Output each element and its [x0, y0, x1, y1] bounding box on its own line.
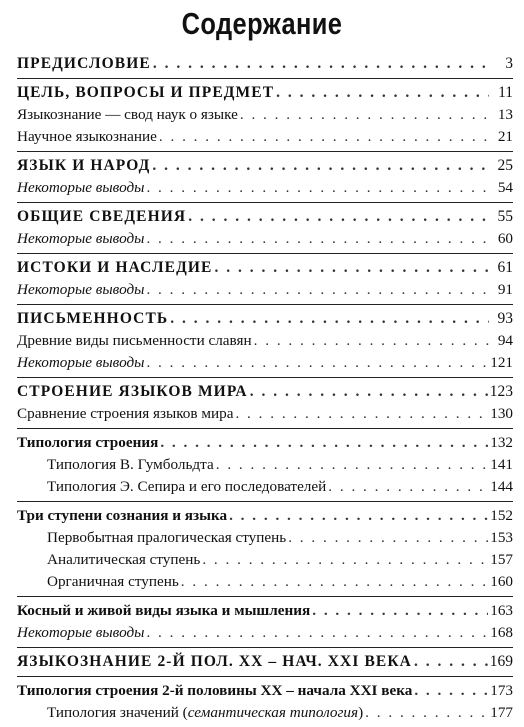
dot-leader [146, 177, 489, 199]
toc-entry[interactable] [17, 651, 513, 673]
toc-entry-title: ЦЕЛЬ, ВОПРОСЫ И ПРЕДМЕТ [17, 84, 275, 101]
toc-entry[interactable] [17, 104, 513, 126]
page-number: 94 [497, 332, 513, 349]
page-number: 93 [497, 310, 513, 327]
dot-leader [188, 206, 489, 228]
toc-entry-title: Некоторые выводы [17, 179, 145, 196]
toc-section [17, 648, 513, 677]
toc-entry[interactable] [17, 82, 513, 104]
dot-leader [414, 680, 488, 702]
toc-section [17, 597, 513, 648]
toc-entry-title: Типология Э. Сепира и его последователей [47, 478, 327, 495]
dot-leader [153, 53, 489, 75]
dot-leader [146, 352, 488, 374]
toc-entry[interactable] [17, 505, 513, 527]
toc-entry-title: Языкознание — свод наук о языке [17, 106, 238, 123]
toc-entry[interactable] [17, 571, 513, 593]
toc-entry[interactable] [17, 330, 513, 352]
toc-section [17, 203, 513, 254]
page-number: 160 [490, 573, 513, 590]
page-number: 121 [490, 354, 513, 371]
page-number: 141 [490, 456, 513, 473]
table-of-contents [17, 50, 513, 727]
toc-entry-title: Органичная ступень [47, 573, 179, 590]
page-number: 21 [497, 128, 513, 145]
toc-entry-title: ЯЗЫКОЗНАНИЕ 2-Й ПОЛ. ХХ – НАЧ. XXI ВЕКА [17, 653, 412, 670]
dot-leader [254, 330, 489, 352]
toc-section [17, 502, 513, 597]
toc-section [17, 152, 513, 203]
toc-entry-title: Некоторые выводы [17, 354, 145, 371]
page-title: Содержание [181, 6, 343, 41]
page-number: 157 [490, 551, 513, 568]
toc-entry-title: Типология строения [17, 434, 159, 451]
page-number: 173 [490, 682, 513, 699]
dot-leader [202, 549, 488, 571]
page-number: 144 [490, 478, 513, 495]
page-number: 54 [497, 179, 513, 196]
toc-entry[interactable] [17, 155, 513, 177]
page-number: 123 [489, 383, 513, 400]
dot-leader [235, 403, 488, 425]
dot-leader [216, 454, 489, 476]
toc-entry[interactable] [17, 432, 513, 454]
dot-leader [159, 126, 489, 148]
dot-leader [160, 432, 488, 454]
toc-section [17, 677, 513, 727]
dot-leader [276, 82, 489, 104]
toc-section [17, 254, 513, 305]
page-number: 60 [497, 230, 513, 247]
toc-entry[interactable] [17, 279, 513, 301]
page-number: 3 [505, 55, 513, 72]
toc-entry[interactable] [17, 549, 513, 571]
dot-leader [240, 104, 489, 126]
toc-entry[interactable] [17, 228, 513, 250]
toc-entry-title: Первобытная пралогическая ступень [47, 529, 287, 546]
dot-leader [229, 505, 488, 527]
toc-entry-title: Типология строения 2-й половины ХХ – начала XXI века [17, 682, 413, 699]
page-number: 61 [497, 259, 513, 276]
page-number: 169 [489, 653, 513, 670]
toc-entry-title: Типология значений (семантическая типология) [47, 704, 364, 721]
page-number: 163 [490, 602, 513, 619]
toc-entry-title: ИСТОКИ И НАСЛЕДИЕ [17, 259, 213, 276]
toc-entry[interactable] [17, 702, 513, 724]
dot-leader [250, 381, 488, 403]
page-number: 177 [490, 704, 513, 721]
toc-entry-title: ЯЗЫК И НАРОД [17, 157, 151, 174]
toc-entry-title: Научное языкознание [17, 128, 157, 145]
toc-entry[interactable] [17, 403, 513, 425]
toc-entry-title: Типология В. Гумбольдта [47, 456, 214, 473]
toc-entry-title: Аналитическая ступень [47, 551, 201, 568]
toc-entry-title: Косный и живой виды языка и мышления [17, 602, 311, 619]
dot-leader [170, 308, 489, 330]
dot-leader [312, 600, 488, 622]
page-number: 130 [490, 405, 513, 422]
page-number: 11 [498, 84, 513, 101]
toc-entry[interactable] [17, 352, 513, 374]
page-number: 132 [490, 434, 513, 451]
toc-entry-title: Некоторые выводы [17, 281, 145, 298]
toc-entry[interactable] [17, 622, 513, 644]
page-number: 55 [497, 208, 513, 225]
toc-entry[interactable] [17, 381, 513, 403]
toc-entry-title: Три ступени сознания и языка [17, 507, 228, 524]
toc-entry[interactable] [17, 454, 513, 476]
page-number: 168 [490, 624, 513, 641]
toc-entry-title: ПИСЬМЕННОСТЬ [17, 310, 169, 327]
dot-leader [214, 257, 489, 279]
toc-entry-title: СТРОЕНИЕ ЯЗЫКОВ МИРА [17, 383, 248, 400]
page-number: 25 [497, 157, 513, 174]
toc-entry-title: ПРЕДИСЛОВИЕ [17, 55, 151, 72]
dot-leader [288, 527, 488, 549]
toc-entry[interactable] [17, 206, 513, 228]
toc-entry[interactable] [17, 53, 513, 75]
toc-entry[interactable] [17, 257, 513, 279]
toc-entry[interactable] [17, 126, 513, 148]
toc-entry-title: Сравнение строения языков мира [17, 405, 234, 422]
toc-entry-title: Некоторые выводы [17, 230, 145, 247]
toc-entry-title: Некоторые выводы [17, 624, 145, 641]
toc-section [17, 50, 513, 79]
dot-leader [328, 476, 488, 498]
toc-section [17, 429, 513, 502]
dot-leader [365, 702, 488, 724]
toc-section [17, 305, 513, 378]
page-number: 91 [497, 281, 513, 298]
toc-section [17, 79, 513, 152]
toc-entry[interactable] [17, 177, 513, 199]
toc-entry[interactable] [17, 600, 513, 622]
dot-leader [146, 622, 488, 644]
toc-entry-title: Древние виды письменности славян [17, 332, 252, 349]
toc-entry[interactable] [17, 308, 513, 330]
dot-leader [152, 155, 489, 177]
dot-leader [181, 571, 488, 593]
toc-entry[interactable] [17, 680, 513, 702]
toc-section [17, 378, 513, 429]
dot-leader [414, 651, 488, 673]
page-number: 13 [497, 106, 513, 123]
page-number: 153 [490, 529, 513, 546]
page-number: 152 [490, 507, 513, 524]
dot-leader [146, 279, 489, 301]
toc-entry[interactable] [17, 476, 513, 498]
toc-entry[interactable] [17, 527, 513, 549]
dot-leader [146, 228, 489, 250]
toc-entry-title: ОБЩИЕ СВЕДЕНИЯ [17, 208, 187, 225]
